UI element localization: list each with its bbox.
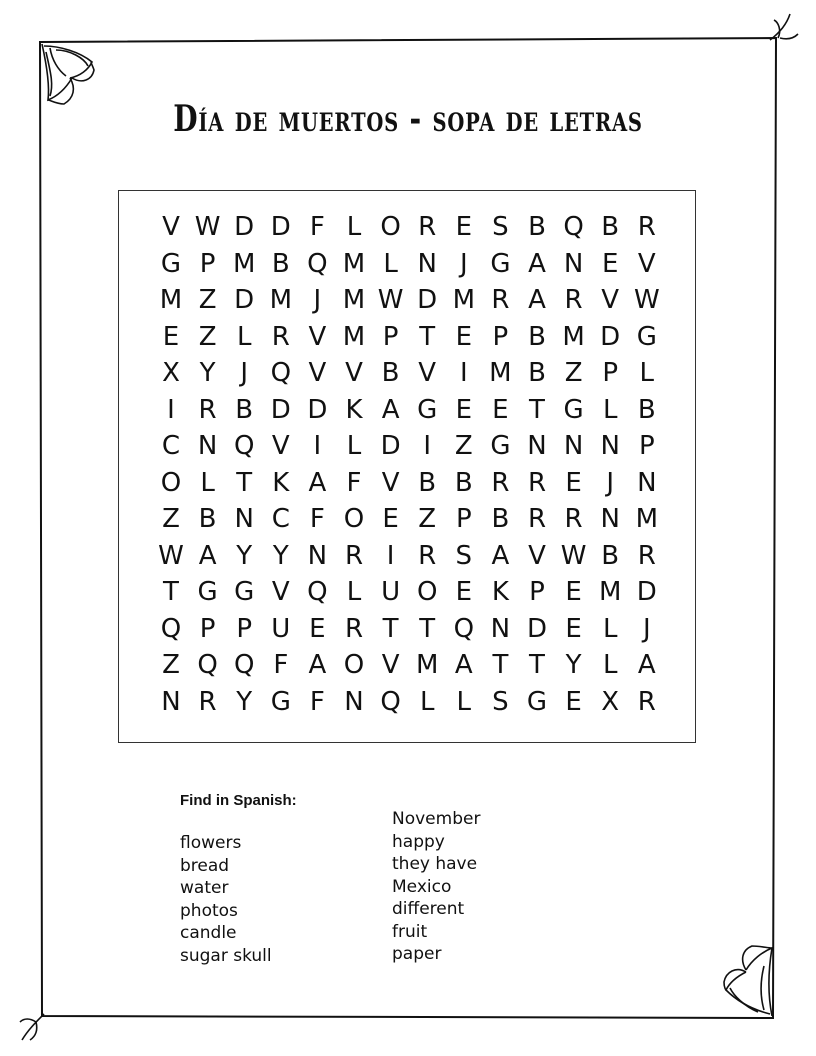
- grid-letter: M: [452, 285, 476, 315]
- grid-letter: V: [637, 248, 656, 279]
- grid-letter: N: [600, 431, 620, 461]
- grid-letter: D: [417, 285, 438, 315]
- grid-letter: N: [234, 504, 254, 534]
- grid-letter: A: [491, 540, 510, 571]
- grid-letter: V: [162, 212, 180, 242]
- grid-letter: P: [236, 613, 253, 644]
- grid-letter: L: [346, 431, 362, 461]
- grid-letter: L: [383, 248, 398, 279]
- word-list-item: fruit: [392, 921, 428, 942]
- word-list-item: sugar skull: [180, 945, 272, 966]
- grid-letter: O: [160, 467, 182, 498]
- grid-letter: D: [234, 285, 255, 315]
- grid-letter: V: [271, 577, 290, 607]
- word-list-item: they have: [392, 854, 478, 874]
- grid-letter: Q: [270, 358, 292, 388]
- grid-letter: J: [240, 358, 249, 388]
- grid-letter: E: [492, 394, 509, 425]
- grid-letter: R: [344, 613, 364, 644]
- grid-letter: A: [637, 650, 656, 680]
- grid-letter: G: [490, 431, 511, 461]
- grid-letter: V: [418, 358, 437, 388]
- word-list-item: paper: [392, 944, 442, 964]
- grid-letter: A: [454, 650, 473, 680]
- sprig-top-right-icon: [770, 14, 798, 40]
- grid-letter: G: [526, 686, 548, 717]
- grid-letter: Z: [454, 431, 473, 461]
- word-list-item: November: [392, 809, 481, 829]
- grid-letter: P: [602, 358, 619, 388]
- grid-letter: N: [161, 686, 181, 717]
- grid-letter: E: [382, 504, 399, 534]
- grid-letter: E: [455, 394, 473, 425]
- word-list-item: photos: [180, 900, 238, 921]
- grid-letter: Y: [272, 540, 289, 571]
- grid-letter: R: [271, 321, 290, 352]
- grid-letter: Z: [418, 504, 437, 534]
- grid-letter: R: [491, 285, 510, 315]
- grid-letter: E: [309, 613, 326, 644]
- grid-letter: G: [636, 321, 657, 352]
- grid-letter: E: [565, 686, 582, 717]
- grid-row: [119, 611, 695, 647]
- grid-row: [119, 392, 695, 428]
- grid-letter: Q: [197, 650, 218, 680]
- grid-letter: V: [345, 358, 363, 388]
- grid-letter: Y: [565, 650, 582, 680]
- grid-letter: L: [346, 212, 362, 242]
- grid-letter: B: [198, 504, 217, 534]
- grid-letter: J: [642, 613, 651, 644]
- grid-letter: U: [271, 613, 291, 644]
- grid-letter: M: [269, 285, 293, 315]
- grid-letter: B: [418, 467, 437, 498]
- grid-letter: N: [490, 613, 511, 644]
- grid-letter: Z: [162, 504, 180, 534]
- grid-letter: B: [528, 212, 546, 242]
- grid-letter: Y: [199, 358, 216, 388]
- grid-letter: Q: [563, 212, 584, 242]
- grid-letter: S: [492, 212, 509, 242]
- grid-letter: L: [236, 321, 252, 352]
- grid-letter: V: [528, 540, 546, 571]
- word-list-item: candle: [180, 923, 237, 943]
- grid-letter: S: [455, 540, 473, 571]
- grid-letter: R: [418, 540, 437, 571]
- grid-row: [119, 538, 695, 574]
- grid-letter: T: [492, 650, 509, 680]
- grid-letter: M: [562, 321, 585, 352]
- grid-letter: R: [637, 212, 656, 242]
- grid-letter: F: [346, 467, 362, 498]
- grid-letter: L: [419, 686, 435, 717]
- grid-letter: Q: [307, 577, 328, 607]
- grid-letter: P: [455, 504, 472, 534]
- grid-letter: J: [606, 467, 615, 498]
- grid-letter: G: [234, 577, 255, 607]
- grid-letter: P: [638, 431, 655, 461]
- grid-letter: N: [563, 248, 584, 279]
- grid-letter: D: [380, 431, 401, 461]
- grid-letter: Z: [564, 358, 583, 388]
- grid-letter: R: [637, 686, 656, 717]
- grid-letter: G: [270, 686, 291, 717]
- grid-letter: F: [309, 212, 325, 242]
- word-list-item: water: [180, 878, 229, 898]
- grid-row: [119, 282, 695, 318]
- word-list-item: bread: [180, 855, 230, 876]
- word-list-item: flowers: [180, 833, 242, 853]
- grid-letter: J: [313, 285, 322, 315]
- flower-corner-bottom-right-icon: [724, 946, 772, 1016]
- grid-row: [119, 428, 695, 464]
- word-list-heading: Find in Spanish:: [180, 792, 297, 809]
- grid-letter: C: [161, 431, 181, 461]
- grid-letter: N: [527, 431, 547, 461]
- grid-letter: E: [601, 248, 619, 279]
- grid-letter: R: [491, 467, 510, 498]
- grid-letter: B: [381, 358, 400, 388]
- grid-letter: L: [602, 613, 618, 644]
- grid-letter: Q: [453, 613, 475, 644]
- grid-letter: A: [198, 540, 217, 571]
- grid-letter: O: [416, 577, 438, 607]
- grid-letter: D: [600, 321, 621, 352]
- grid-letter: N: [307, 540, 328, 571]
- word-search-grid: [118, 190, 696, 743]
- word-list-item: Mexico: [392, 876, 452, 897]
- grid-letter: G: [563, 394, 584, 425]
- grid-letter: R: [637, 540, 656, 571]
- grid-letter: Q: [233, 431, 255, 461]
- grid-row: [119, 501, 695, 537]
- grid-letter: G: [417, 394, 438, 425]
- grid-letter: U: [381, 577, 401, 607]
- grid-letter: C: [271, 504, 290, 534]
- grid-letter: L: [200, 467, 215, 498]
- grid-letter: W: [158, 540, 184, 571]
- grid-letter: E: [565, 613, 582, 644]
- grid-row: [119, 209, 695, 245]
- grid-letter: D: [270, 212, 291, 242]
- grid-letter: R: [198, 394, 217, 425]
- grid-letter: E: [565, 467, 582, 498]
- grid-letter: P: [382, 321, 399, 352]
- grid-letter: R: [418, 212, 437, 242]
- grid-letter: M: [635, 504, 659, 534]
- grid-letter: N: [600, 504, 620, 534]
- grid-letter: G: [490, 248, 511, 279]
- grid-letter: M: [489, 358, 512, 388]
- grid-letter: P: [529, 577, 545, 607]
- grid-letter: M: [598, 577, 622, 607]
- flower-corner-top-left-icon: [42, 44, 94, 104]
- word-list-right-column: [392, 808, 480, 966]
- grid-letter: T: [419, 321, 436, 352]
- letter-grid: [119, 191, 695, 742]
- grid-letter: B: [601, 540, 620, 571]
- grid-letter: V: [381, 650, 400, 680]
- grid-letter: I: [167, 394, 175, 425]
- grid-letter: V: [308, 358, 327, 388]
- grid-row: [119, 319, 695, 355]
- grid-letter: R: [564, 285, 583, 315]
- grid-letter: R: [527, 504, 547, 534]
- grid-letter: Z: [162, 650, 180, 680]
- grid-letter: T: [529, 650, 545, 680]
- grid-letter: W: [194, 212, 221, 242]
- grid-letter: B: [271, 248, 290, 279]
- grid-letter: D: [636, 577, 657, 607]
- grid-letter: L: [639, 358, 655, 388]
- grid-row: [119, 355, 695, 391]
- grid-letter: M: [342, 285, 366, 315]
- grid-row: [119, 684, 695, 720]
- grid-letter: M: [232, 248, 256, 279]
- grid-letter: L: [602, 394, 618, 425]
- grid-letter: K: [272, 467, 290, 498]
- grid-letter: G: [160, 248, 182, 279]
- grid-letter: Y: [236, 686, 253, 717]
- grid-letter: I: [459, 358, 468, 388]
- grid-letter: F: [309, 686, 325, 717]
- grid-letter: G: [197, 577, 218, 607]
- grid-letter: V: [271, 431, 290, 461]
- grid-letter: I: [313, 431, 322, 461]
- grid-letter: O: [380, 212, 401, 242]
- grid-letter: T: [163, 577, 179, 607]
- grid-row: [119, 465, 695, 501]
- grid-letter: X: [601, 686, 620, 717]
- grid-letter: N: [197, 431, 218, 461]
- grid-letter: E: [455, 321, 473, 352]
- grid-letter: T: [236, 467, 253, 498]
- grid-letter: M: [159, 285, 183, 315]
- grid-letter: W: [377, 285, 404, 315]
- grid-letter: O: [343, 504, 365, 534]
- grid-letter: B: [601, 212, 620, 242]
- grid-letter: R: [527, 467, 547, 498]
- grid-letter: E: [455, 577, 473, 607]
- grid-letter: Y: [236, 540, 253, 571]
- grid-letter: X: [162, 358, 180, 388]
- grid-letter: Z: [198, 321, 217, 352]
- word-list-left-column: [180, 832, 272, 967]
- grid-letter: R: [344, 540, 364, 571]
- grid-letter: B: [454, 467, 473, 498]
- grid-letter: M: [342, 321, 366, 352]
- grid-letter: Z: [198, 285, 217, 315]
- grid-letter: V: [601, 285, 620, 315]
- grid-letter: B: [528, 321, 546, 352]
- grid-letter: R: [564, 504, 583, 534]
- grid-letter: L: [456, 686, 472, 717]
- word-list-item: happy: [392, 831, 445, 852]
- grid-letter: I: [386, 540, 395, 571]
- grid-letter: F: [309, 504, 325, 534]
- grid-letter: M: [415, 650, 439, 680]
- grid-letter: P: [199, 248, 216, 279]
- grid-letter: B: [637, 394, 656, 425]
- grid-letter: V: [308, 321, 327, 352]
- grid-letter: V: [381, 467, 400, 498]
- grid-letter: D: [526, 613, 548, 644]
- grid-letter: D: [234, 212, 255, 242]
- grid-letter: N: [344, 686, 364, 717]
- grid-letter: L: [602, 650, 618, 680]
- grid-letter: A: [308, 650, 327, 680]
- grid-letter: T: [382, 613, 399, 644]
- grid-letter: K: [491, 577, 509, 607]
- grid-letter: Q: [380, 686, 401, 717]
- grid-letter: P: [199, 613, 216, 644]
- grid-letter: B: [235, 394, 254, 425]
- grid-letter: A: [528, 285, 546, 315]
- grid-letter: D: [270, 394, 291, 425]
- grid-letter: A: [308, 467, 327, 498]
- grid-letter: L: [346, 577, 362, 607]
- grid-letter: D: [307, 394, 328, 425]
- grid-letter: A: [528, 248, 546, 279]
- grid-row: [119, 647, 695, 683]
- grid-row: [119, 574, 695, 610]
- grid-letter: Q: [307, 248, 328, 279]
- grid-letter: E: [162, 321, 180, 352]
- grid-letter: J: [459, 248, 468, 279]
- grid-letter: Q: [233, 650, 255, 680]
- grid-letter: I: [423, 431, 432, 461]
- page-title: Día de muertos - sopa de letras: [173, 98, 643, 140]
- grid-letter: W: [633, 285, 660, 315]
- grid-letter: Q: [160, 613, 182, 644]
- grid-letter: A: [381, 394, 400, 425]
- grid-letter: E: [565, 577, 582, 607]
- grid-letter: P: [492, 321, 509, 352]
- grid-letter: N: [563, 431, 584, 461]
- grid-letter: T: [419, 613, 436, 644]
- grid-letter: B: [491, 504, 510, 534]
- grid-letter: F: [273, 650, 289, 680]
- grid-letter: R: [198, 686, 217, 717]
- grid-letter: N: [417, 248, 437, 279]
- grid-letter: S: [492, 686, 509, 717]
- grid-letter: N: [637, 467, 657, 498]
- grid-letter: B: [528, 358, 546, 388]
- word-list-item: different: [392, 899, 465, 919]
- grid-letter: T: [529, 394, 545, 425]
- grid-row: [119, 246, 695, 282]
- sprig-bottom-left-icon: [20, 1014, 44, 1040]
- grid-letter: M: [342, 248, 366, 279]
- grid-letter: E: [455, 212, 473, 242]
- grid-letter: O: [343, 650, 365, 680]
- grid-letter: W: [560, 540, 587, 571]
- grid-letter: K: [345, 394, 363, 425]
